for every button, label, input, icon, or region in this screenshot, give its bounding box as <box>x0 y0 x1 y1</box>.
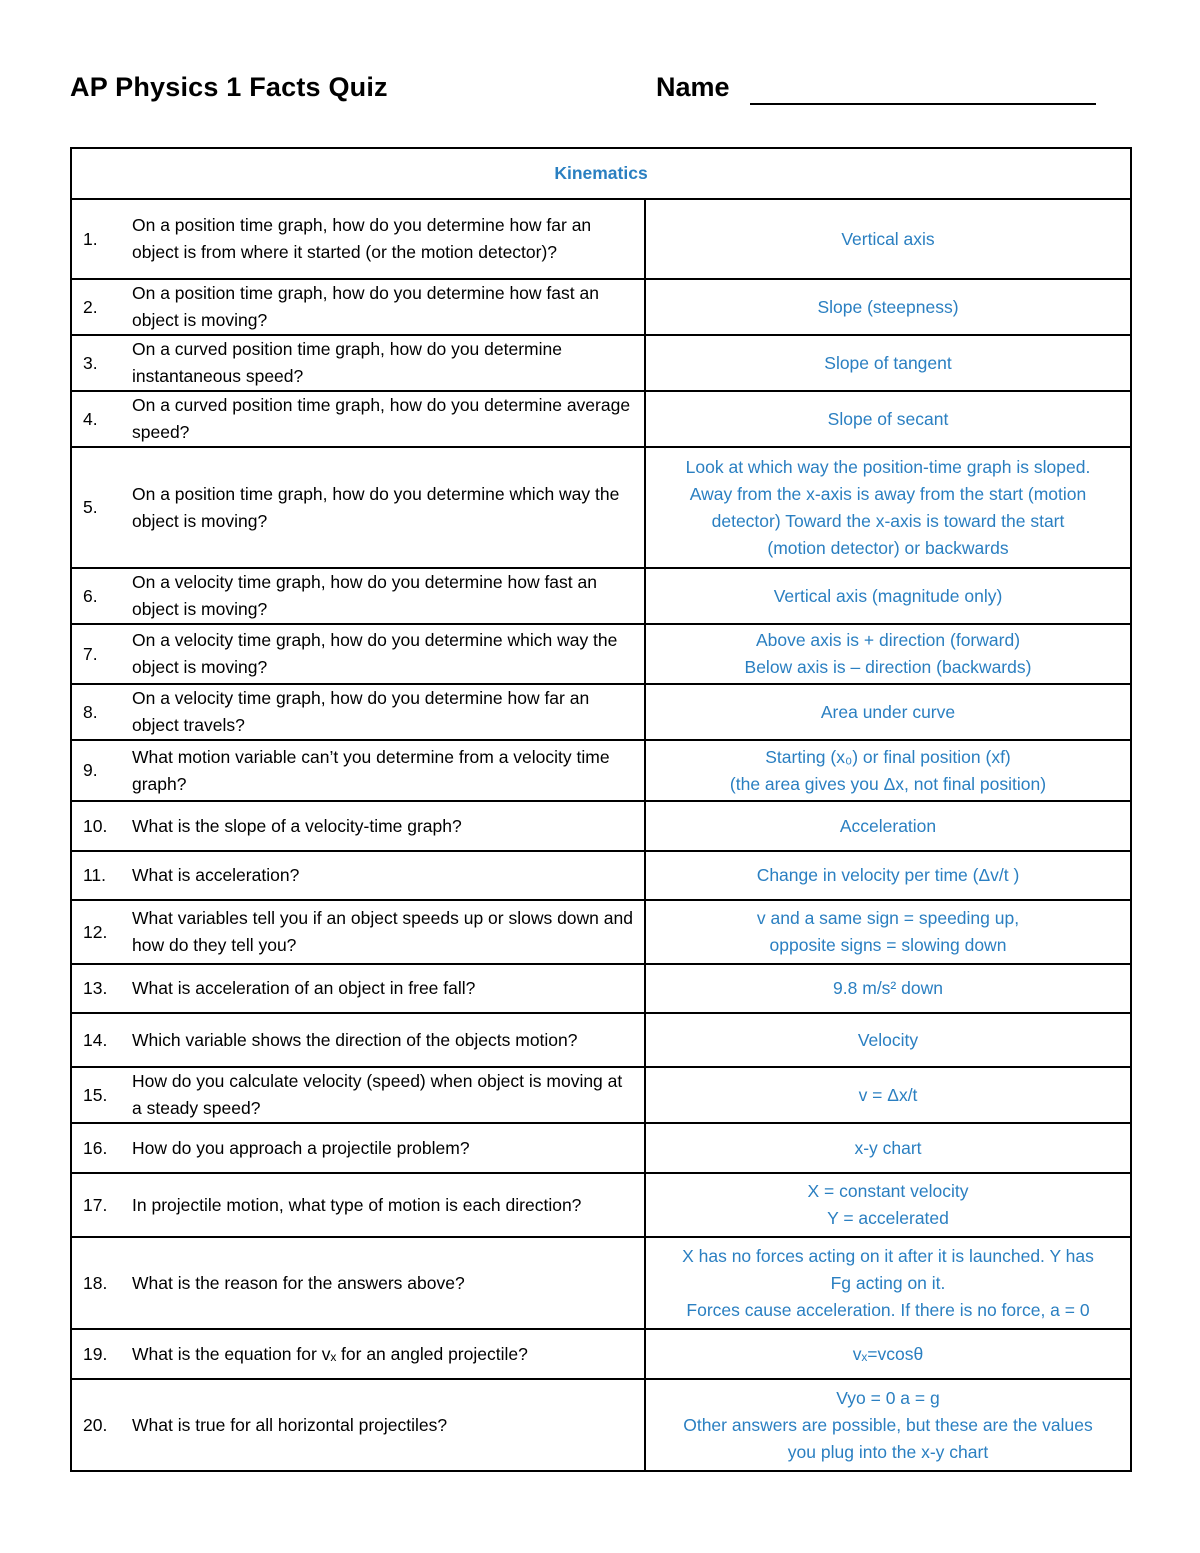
section-header-row <box>71 148 1131 199</box>
answer-cell <box>645 568 1131 624</box>
question-cell <box>71 1237 645 1329</box>
question-number: 7. <box>83 643 98 664</box>
answer-line: v = Δx/t <box>858 1084 918 1105</box>
answer-cell <box>645 1379 1131 1471</box>
question-cell <box>71 1173 645 1237</box>
question-row <box>71 851 1131 900</box>
question-number: 19. <box>83 1343 108 1364</box>
question-text: What is the equation for vₓ for an angled projectile? <box>132 1343 528 1364</box>
answer-cell <box>645 1123 1131 1173</box>
question-cell <box>71 801 645 851</box>
answer-cell <box>645 447 1131 568</box>
question-text: What is acceleration of an object in free fall? <box>132 978 476 998</box>
answer-line: (motion detector) or backwards <box>767 537 1009 558</box>
question-row <box>71 391 1131 447</box>
answer-cell <box>645 964 1131 1013</box>
page-header <box>70 72 1130 112</box>
answer-line: Y = accelerated <box>827 1208 949 1228</box>
answer-cell <box>645 740 1131 801</box>
answer-line: Velocity <box>857 1029 919 1050</box>
question-cell <box>71 1329 645 1379</box>
answer-cell <box>645 1237 1131 1329</box>
answer-line: X has no forces acting on it after it is launched. Y has <box>682 1245 1094 1266</box>
answer-cell <box>645 684 1131 740</box>
question-row <box>71 900 1131 964</box>
question-cell <box>71 447 645 568</box>
answer-line: Fg acting on it. <box>830 1272 946 1293</box>
question-cell <box>71 624 645 684</box>
question-text: What is true for all horizontal projectiles? <box>132 1414 448 1435</box>
question-text: How do you approach a projectile problem? <box>132 1137 470 1158</box>
question-text: What is acceleration? <box>132 865 300 885</box>
question-cell <box>71 1013 645 1067</box>
question-number: 10. <box>83 815 108 836</box>
question-row <box>71 964 1131 1013</box>
question-cell <box>71 199 645 279</box>
answer-line: opposite signs = slowing down <box>769 935 1007 955</box>
question-row <box>71 1237 1131 1329</box>
question-number: 8. <box>83 701 98 722</box>
answer-cell <box>645 335 1131 391</box>
question-text: On a velocity time graph, how do you determine how fast an object is moving? <box>132 572 597 619</box>
answer-line: Vertical axis <box>841 228 935 249</box>
answer-cell <box>645 279 1131 335</box>
question-cell <box>71 391 645 447</box>
question-text: What is the slope of a velocity-time graph? <box>132 815 462 836</box>
question-number: 12. <box>83 921 108 942</box>
answer-line: Area under curve <box>820 701 956 722</box>
question-number: 6. <box>83 585 98 606</box>
answer-line: X = constant velocity <box>807 1181 969 1201</box>
answer-line: vₓ=vcosθ <box>852 1343 924 1364</box>
answer-line: Slope of secant <box>827 408 949 429</box>
question-cell <box>71 335 645 391</box>
question-number: 11. <box>83 865 107 885</box>
answer-line: Slope of tangent <box>824 352 952 373</box>
question-row <box>71 568 1131 624</box>
question-row <box>71 624 1131 684</box>
answer-line: detector) Toward the x-axis is toward the start <box>711 510 1065 531</box>
name-blank-line[interactable] <box>750 103 1096 105</box>
answer-line: Vertical axis (magnitude only) <box>773 585 1003 606</box>
question-row <box>71 1123 1131 1173</box>
answer-cell <box>645 1013 1131 1067</box>
answer-line: Vyo = 0 a = g <box>836 1387 940 1408</box>
question-number: 17. <box>83 1194 108 1215</box>
question-cell <box>71 568 645 624</box>
answer-line: x-y chart <box>854 1137 922 1158</box>
question-cell <box>71 684 645 740</box>
question-number: 16. <box>83 1137 108 1158</box>
name-label: Name <box>656 72 730 102</box>
question-number: 20. <box>83 1414 108 1435</box>
answer-line: Look at which way the position-time graph is sloped. <box>685 456 1091 477</box>
answer-line: (the area gives you Δx, not final position) <box>729 773 1047 794</box>
answer-cell <box>645 624 1131 684</box>
question-cell <box>71 1379 645 1471</box>
question-row <box>71 684 1131 740</box>
question-row <box>71 1173 1131 1237</box>
page-title: AP Physics 1 Facts Quiz <box>70 72 388 102</box>
question-text: On a velocity time graph, how do you determine which way the object is moving? <box>132 630 618 677</box>
question-row <box>71 1379 1131 1471</box>
question-cell <box>71 1123 645 1173</box>
answer-cell <box>645 900 1131 964</box>
question-number: 2. <box>83 296 98 317</box>
answer-line: you plug into the x-y chart <box>787 1441 989 1462</box>
question-row <box>71 447 1131 568</box>
question-text: On a curved position time graph, how do you determine instantaneous speed? <box>132 339 562 386</box>
question-cell <box>71 740 645 801</box>
answer-line: Away from the x-axis is away from the start (motion <box>689 483 1087 504</box>
question-number: 13. <box>83 978 108 998</box>
question-row <box>71 1329 1131 1379</box>
answer-cell <box>645 199 1131 279</box>
answer-line: Above axis is + direction (forward) <box>755 630 1021 650</box>
question-number: 1. <box>83 228 98 249</box>
answer-line: Forces cause acceleration. If there is no force, a = 0 <box>686 1299 1090 1320</box>
question-text: What is the reason for the answers above? <box>132 1272 465 1293</box>
answer-line: Slope (steepness) <box>817 296 959 317</box>
answer-line: Acceleration <box>839 815 937 836</box>
question-text: On a position time graph, how do you determine how fast an object is moving? <box>132 283 599 330</box>
question-row <box>71 1067 1131 1123</box>
question-row <box>71 335 1131 391</box>
answer-line: Starting (x₀) or final position (xf) <box>765 746 1011 767</box>
question-text: What variables tell you if an object speeds up or slows down and how do they tell you? <box>132 908 633 955</box>
question-row <box>71 199 1131 279</box>
question-text: In projectile motion, what type of motion is each direction? <box>132 1194 582 1215</box>
answer-cell <box>645 1067 1131 1123</box>
quiz-table <box>70 147 1132 1472</box>
question-text: On a curved position time graph, how do you determine average speed? <box>132 395 631 442</box>
question-number: 5. <box>83 497 98 517</box>
question-number: 14. <box>83 1029 108 1050</box>
answer-cell <box>645 391 1131 447</box>
question-row <box>71 279 1131 335</box>
answer-cell <box>645 1173 1131 1237</box>
section-title: Kinematics <box>71 148 1131 199</box>
question-row <box>71 1013 1131 1067</box>
question-text: On a position time graph, how do you determine how far an object is from where it started (or the motion detector)? <box>132 215 592 262</box>
answer-line: v and a same sign = speeding up, <box>756 908 1020 928</box>
question-number: 4. <box>83 408 98 429</box>
question-text: What motion variable can’t you determine from a velocity time graph? <box>132 746 610 794</box>
question-text: How do you calculate velocity (speed) when object is moving at a steady speed? <box>132 1071 623 1118</box>
question-number: 9. <box>83 760 98 780</box>
question-cell <box>71 900 645 964</box>
question-number: 15. <box>83 1084 108 1105</box>
question-row <box>71 801 1131 851</box>
answer-line: 9.8 m/s² down <box>833 978 943 998</box>
answer-line: Other answers are possible, but these are the values <box>683 1414 1093 1435</box>
question-cell <box>71 964 645 1013</box>
question-cell <box>71 1067 645 1123</box>
answer-line: Change in velocity per time (Δv/t ) <box>756 865 1020 885</box>
question-number: 3. <box>83 352 98 373</box>
question-number: 18. <box>83 1272 108 1293</box>
answer-cell <box>645 851 1131 900</box>
question-cell <box>71 279 645 335</box>
question-row <box>71 740 1131 801</box>
answer-cell <box>645 801 1131 851</box>
question-cell <box>71 851 645 900</box>
answer-line: Below axis is – direction (backwards) <box>744 657 1032 677</box>
question-text: Which variable shows the direction of the objects motion? <box>132 1029 578 1050</box>
question-text: On a position time graph, how do you determine which way the object is moving? <box>132 483 620 531</box>
answer-cell <box>645 1329 1131 1379</box>
question-text: On a velocity time graph, how do you determine how far an object travels? <box>132 688 590 735</box>
